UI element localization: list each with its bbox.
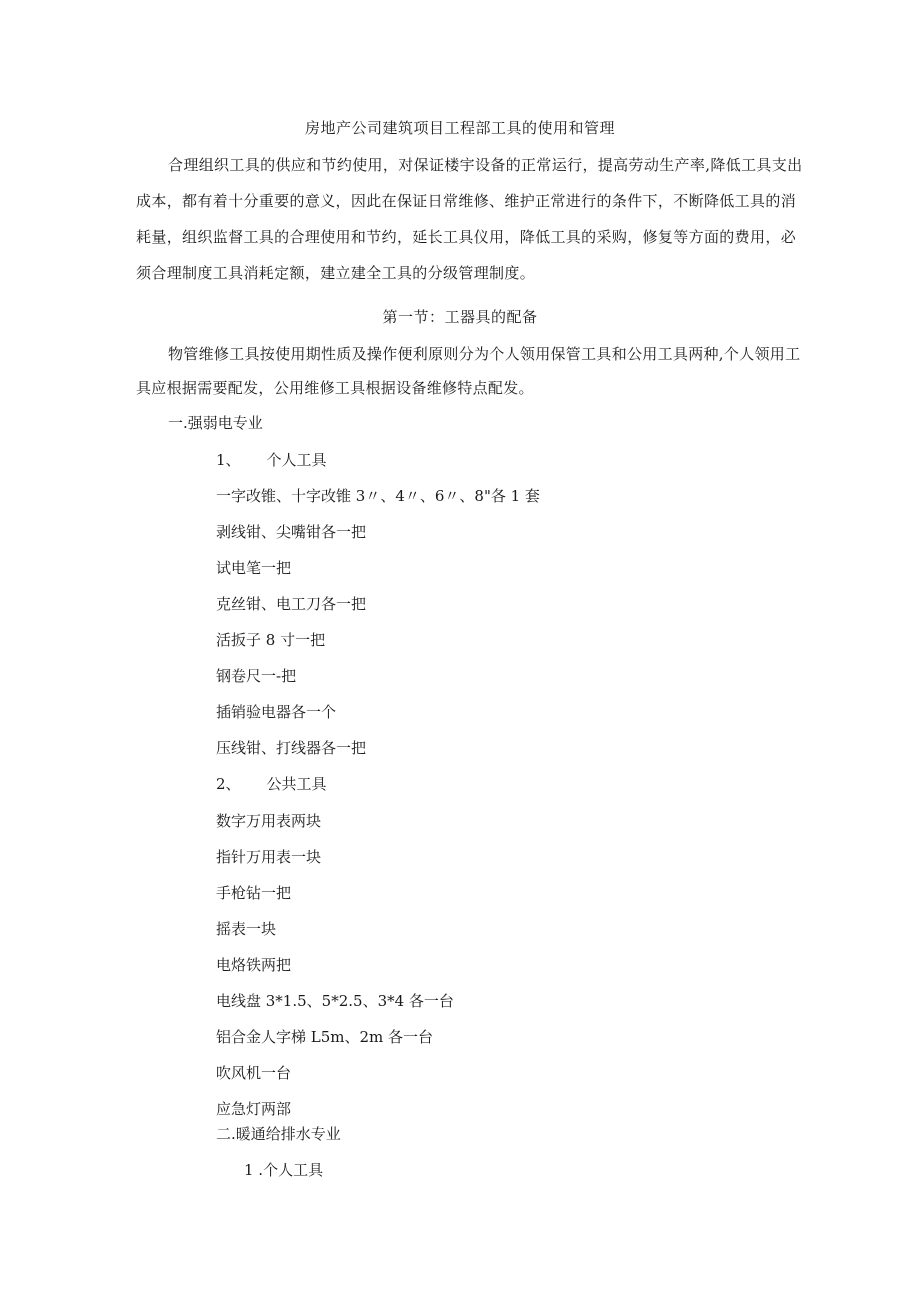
- list-item: 手枪钻一把: [216, 884, 292, 902]
- part-heading: 二.暖通给排水专业: [216, 1125, 341, 1143]
- subsection-heading: [216, 450, 327, 470]
- subsection-label: 公共工具: [266, 775, 327, 793]
- list-item: 铝合金人字梯 L5m、2m 各一台: [216, 1028, 434, 1046]
- list-item: 应急灯两部: [216, 1100, 292, 1118]
- list-item: 钢卷尺一-把: [216, 667, 297, 685]
- subsection-number: 2、: [216, 775, 241, 793]
- list-item: 试电笔一把: [216, 559, 292, 577]
- section-intro-paragraph: 物管维修工具按使用期性质及操作便利原则分为个人领用保管工具和公用工具两种,个人领用工具应根据需要配发，公用维修工具根据设备维修特点配发。: [136, 345, 801, 397]
- list-item: 指针万用表一块: [216, 848, 322, 866]
- intro-paragraph: 合理组织工具的供应和节约使用，对保证楼宇设备的正常运行，提高劳动生产率,降低工具支出成本，都有着十分重要的意义，因此在保证日常维修、维护正常进行的条件下，不断降低工具的消耗量，组织监督工具的合理使用和节约，延长工具仪用，降低工具的采购，修复等方面的费用，必须合理制度工具消耗定额，建立建全工具的分级管理制度。: [136, 156, 803, 282]
- subsection-label: 个人工具: [266, 451, 327, 469]
- list-item: 一字改锥、十字改锥 3〃、4〃、6〃、8"各 1 套: [216, 487, 540, 505]
- section-heading: 第一节：工器具的配备: [382, 308, 538, 326]
- part-heading: 一.强弱电专业: [168, 414, 263, 432]
- list-item: 插销验电器各一个: [216, 703, 337, 721]
- subsection-heading: [216, 774, 327, 794]
- document-title: 房地产公司建筑项目工程部工具的使用和管理: [304, 119, 615, 137]
- subsection-heading: 1 .个人工具: [244, 1161, 324, 1179]
- list-item: 剥线钳、尖嘴钳各一把: [216, 523, 367, 541]
- list-item: 克丝钳、电工刀各一把: [216, 595, 367, 613]
- subsection-number: 1、: [216, 451, 241, 469]
- list-item: 吹风机一台: [216, 1064, 292, 1082]
- list-item: 压线钳、打线器各一把: [216, 739, 367, 757]
- list-item: 电线盘 3*1.5、5*2.5、3*4 各一台: [216, 992, 454, 1010]
- list-item: 摇表一块: [216, 920, 277, 938]
- list-item: 活扳子 8 寸一把: [216, 631, 326, 649]
- list-item: 电烙铁两把: [216, 956, 292, 974]
- list-item: 数字万用表两块: [216, 812, 322, 830]
